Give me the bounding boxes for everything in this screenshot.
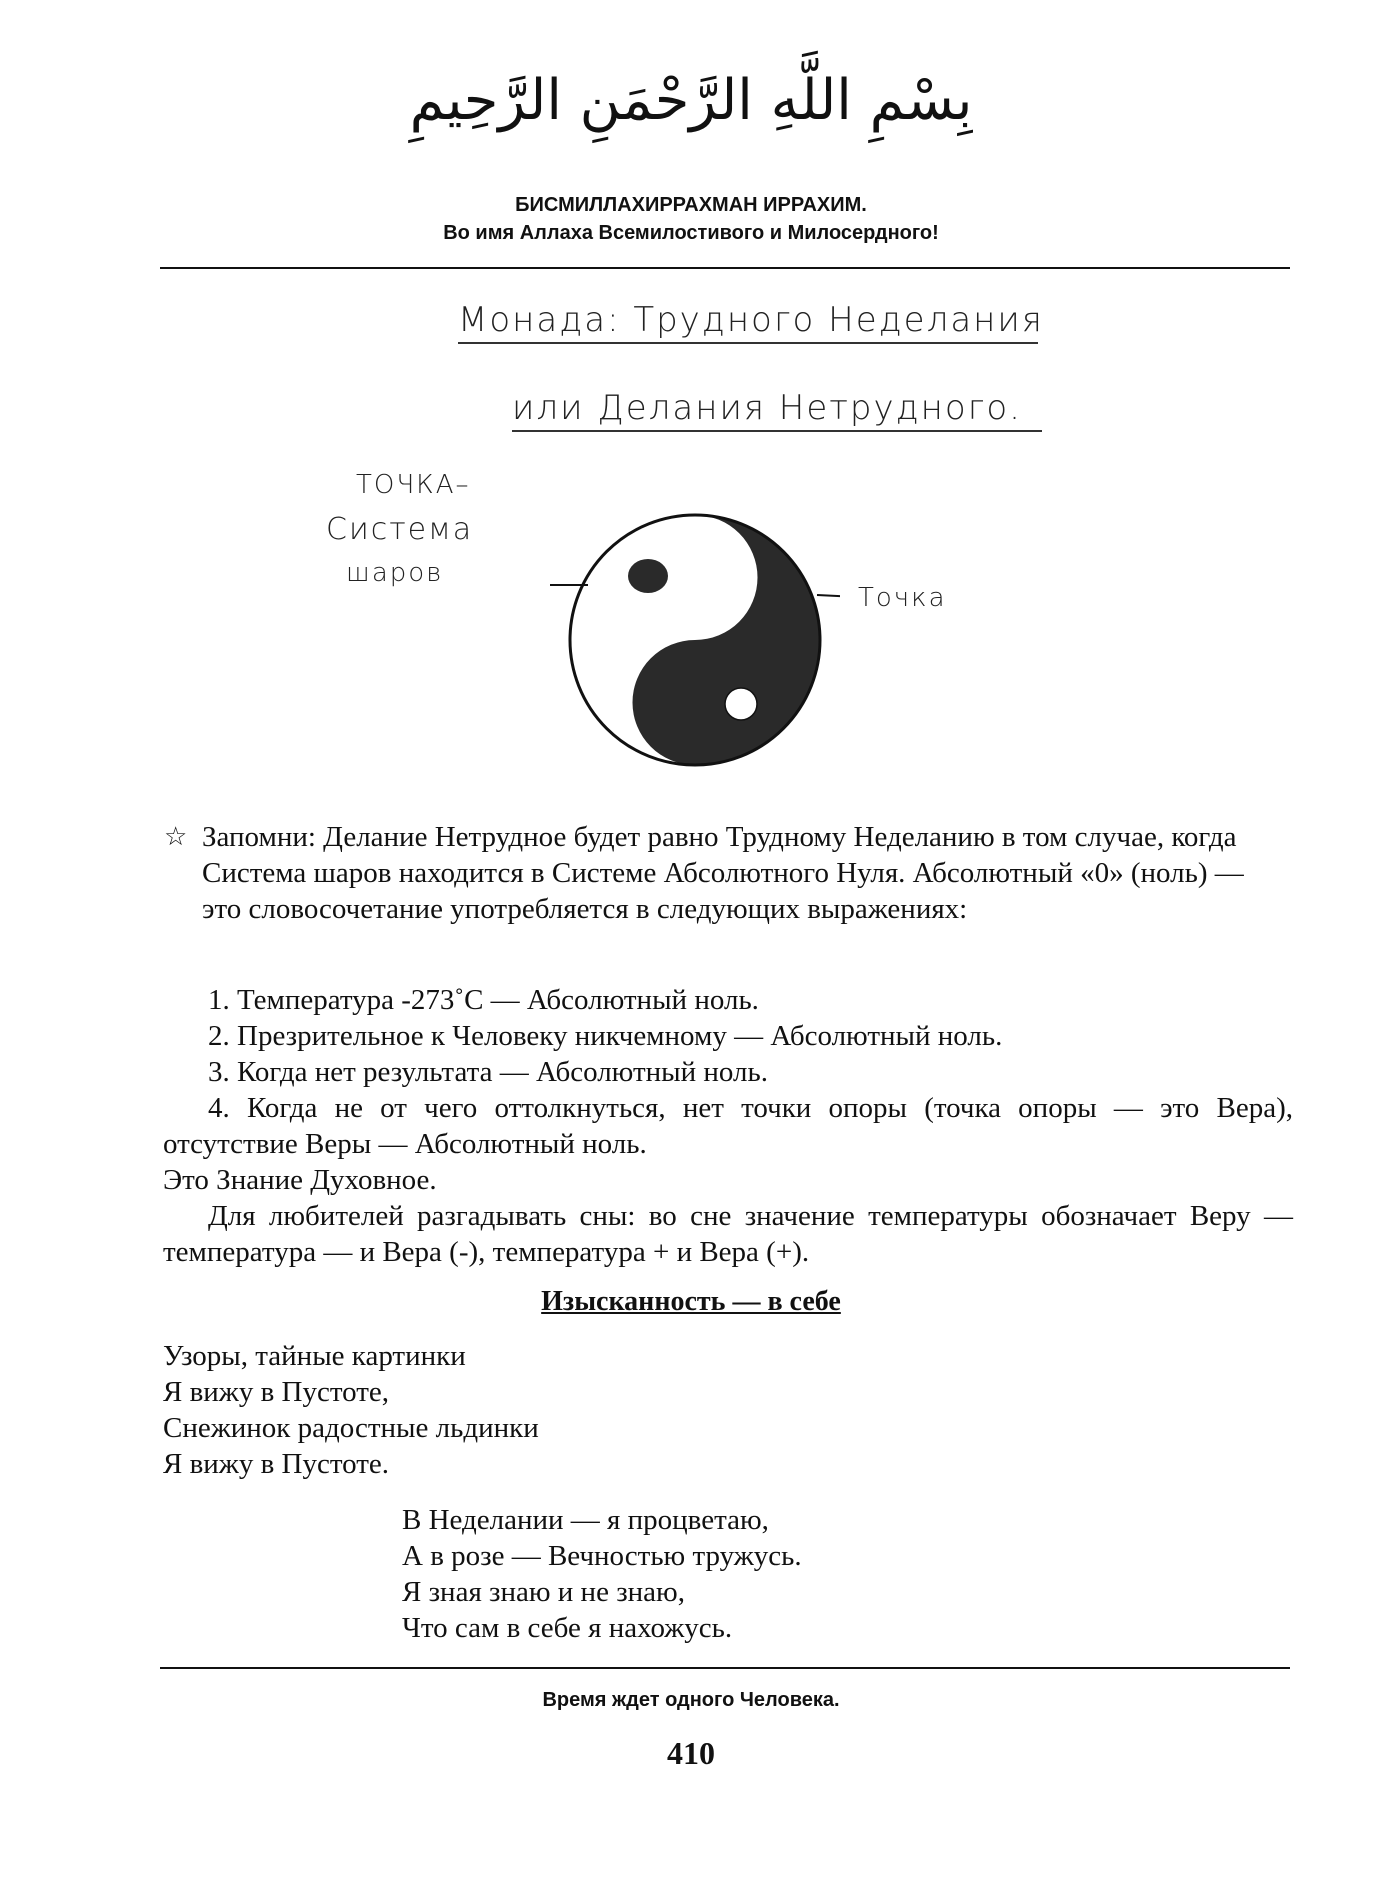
label-sistema: Система xyxy=(326,512,474,547)
poem-line: Что сам в себе я нахожусь. xyxy=(402,1612,733,1644)
light-eye xyxy=(725,688,757,720)
yin-yang-diagram xyxy=(540,505,840,775)
poem-line: А в розе — Вечностью тружусь. xyxy=(402,1540,802,1572)
label-tochka: ТОЧКА– xyxy=(356,470,471,500)
knowledge-line: Это Знание Духовное. xyxy=(163,1164,437,1196)
remember-paragraph: Запомни: Делание Нетрудное будет равно Трудному Неделанию в том случае, когда Система шаров находится в Системе Абсолютного Нуля. Абсолютный «0» (ноль) — это словосочетание употребляется в следующих выражениях: xyxy=(202,821,1244,925)
poem-line: В Неделании — я процветаю, xyxy=(402,1504,769,1536)
poem-line: Снежинок радостные льдинки xyxy=(163,1412,539,1444)
star-icon: ☆ xyxy=(164,822,188,851)
label-sharov: шаров xyxy=(346,558,444,588)
list-item: 4. Когда не от чего оттолкнуться, нет точки опоры (точка опоры — это Вера), отсутствие Веры — Абсолютный ноль. xyxy=(163,1092,1293,1160)
header-divider xyxy=(160,267,1290,269)
page-number: 410 xyxy=(667,1735,715,1771)
subheading-text: Изысканность — в себе xyxy=(541,1286,841,1317)
yin-yang-symbol xyxy=(570,515,820,765)
right-pointer-line xyxy=(817,595,840,597)
title-line-2: или Делания Нетрудного. xyxy=(512,388,1042,432)
list-item: 3. Когда нет результата — Абсолютный ноль. xyxy=(208,1056,768,1088)
poem-stanza-2 xyxy=(402,1502,1102,1646)
dreams-paragraph: Для любителей разгадывать сны: во сне значение температуры обозначает Веру — температура — и Вера (-), температура + и Вера (+). xyxy=(163,1200,1293,1268)
section-subheading xyxy=(0,1286,1382,1318)
list-item: 1. Температура -273˚С — Абсолютный ноль. xyxy=(208,984,759,1016)
poem-line: Я вижу в Пустоте, xyxy=(163,1376,390,1408)
poem-stanza-1 xyxy=(163,1338,863,1482)
yin-dark-half xyxy=(633,515,821,765)
list-item: 2. Презрительное к Человеку никчемному — Абсолютный ноль. xyxy=(208,1020,1003,1052)
poem-line: Узоры, тайные картинки xyxy=(163,1340,466,1372)
poem-line: Я вижу в Пустоте. xyxy=(163,1448,390,1480)
header-transliteration: БИСМИЛЛАХИРРАХМАН ИРРАХИМ. xyxy=(515,194,867,216)
calligraphy-text: بِسْمِ اللَّهِ الرَّحْمَنِ الرَّحِيمِ xyxy=(409,68,973,133)
title-line-1: Монада: Трудного Неделания xyxy=(458,300,1038,344)
footer-divider xyxy=(160,1667,1290,1669)
label-tochka-right: Точка xyxy=(858,583,947,613)
absolute-zero-list xyxy=(163,982,1293,1270)
header-translation: Во имя Аллаха Всемилостивого и Милосердного! xyxy=(443,222,939,244)
bismillah-calligraphy xyxy=(0,68,1382,133)
poem-line: Я зная знаю и не знаю, xyxy=(402,1576,685,1608)
dark-eye xyxy=(628,559,668,593)
footer-motto: Время ждет одного Человека. xyxy=(542,1689,840,1711)
